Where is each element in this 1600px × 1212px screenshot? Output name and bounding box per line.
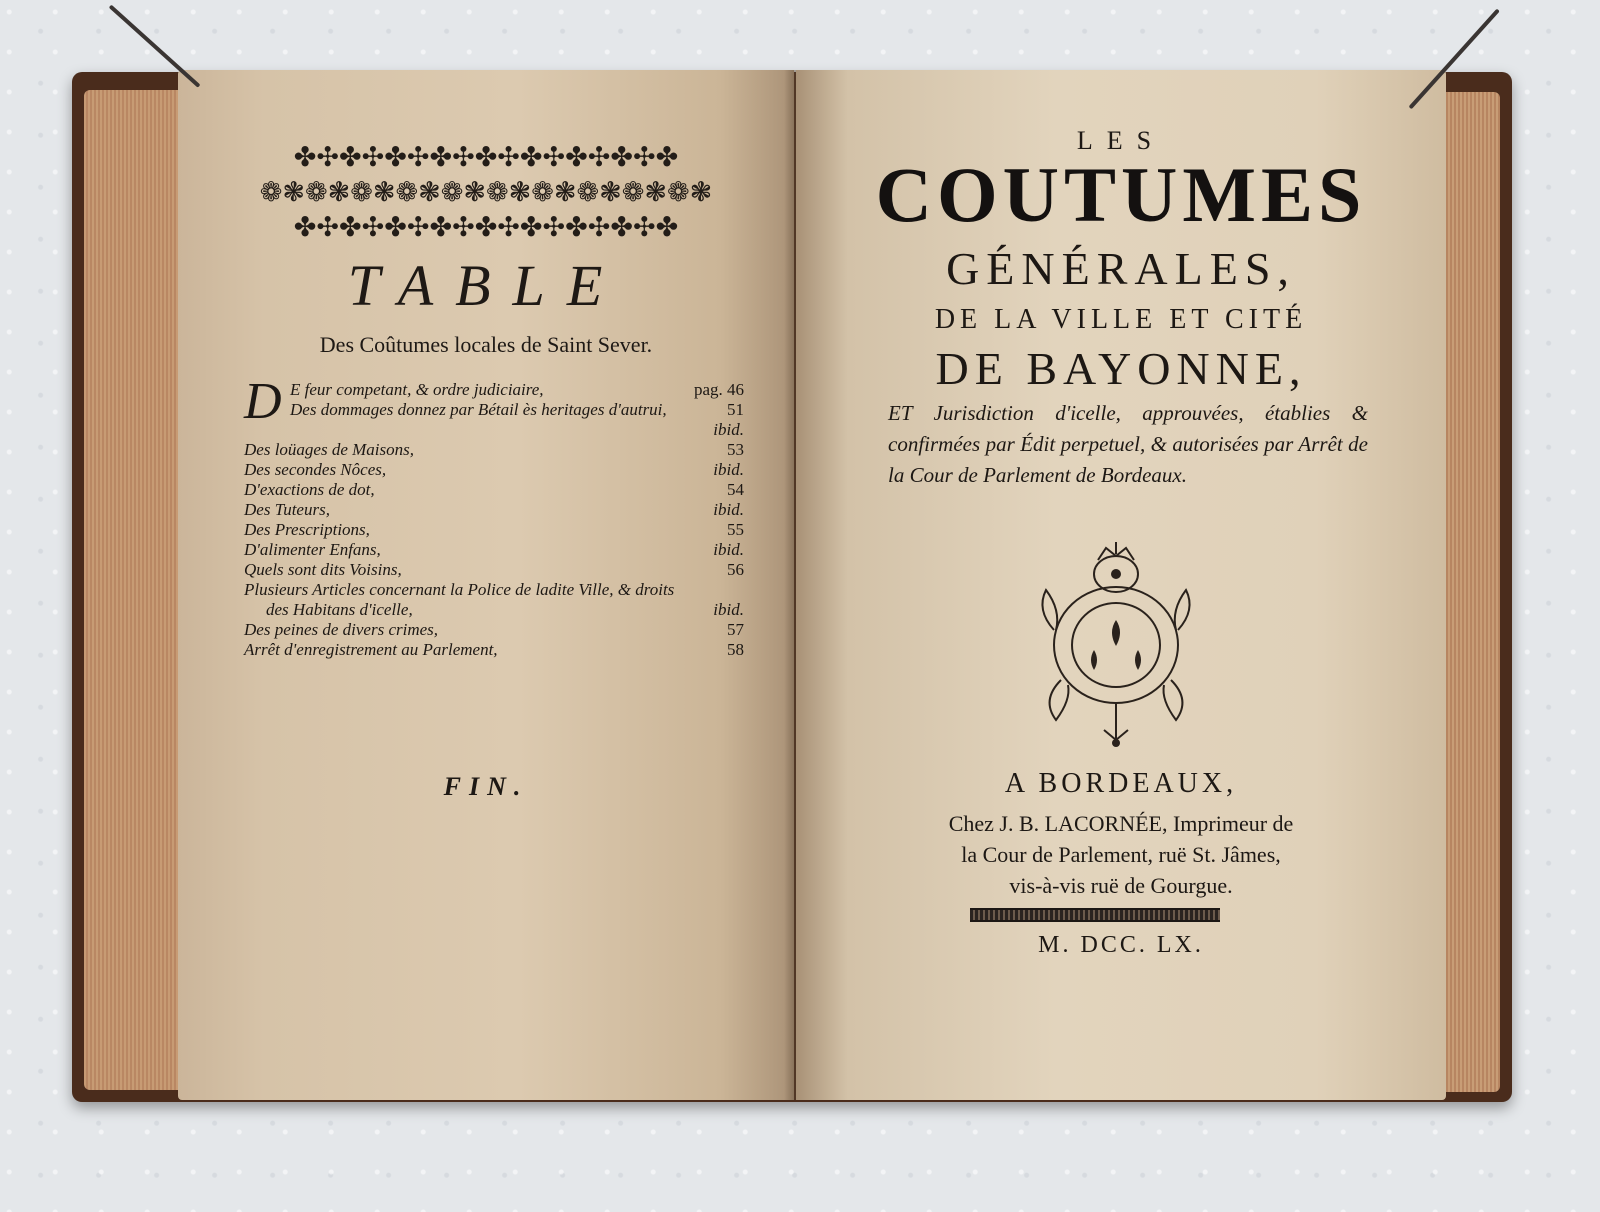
imprint-line: la Cour de Parlement, ruë St. Jâmes, bbox=[961, 842, 1281, 867]
toc-entry-text: Des secondes Nôces, bbox=[244, 460, 387, 479]
toc-entry bbox=[244, 420, 744, 440]
toc-entry-text: Plusieurs Articles concernant la Police de ladite Ville, & droits bbox=[244, 580, 675, 599]
toc-entry-page: 57 bbox=[727, 620, 744, 639]
toc-entry-text: Quels sont dits Voisins, bbox=[244, 560, 402, 579]
toc-entry-text: Des dommages donnez par Bétail ès heritages d'autrui, bbox=[290, 400, 667, 419]
toc-entry bbox=[244, 460, 744, 480]
toc-entry bbox=[244, 500, 744, 520]
ornament-row: ✤✣✤✣✤✣✤✣✤✣✤✣✤✣✤✣✤ bbox=[293, 212, 679, 243]
toc-entry-page: ibid. bbox=[713, 540, 744, 559]
title-description: ET Jurisdiction d'icelle, approuvées, établies & confirmées par Édit perpetuel, & autorisées par Arrêt de la Cour de Parlement de Bordeaux. bbox=[888, 401, 1368, 487]
imprint-block bbox=[836, 808, 1406, 901]
toc-entry bbox=[244, 580, 744, 600]
toc-entry-page: 54 bbox=[727, 480, 744, 499]
toc-entry-page: 58 bbox=[727, 640, 744, 659]
toc-entry-page: 55 bbox=[727, 520, 744, 539]
title-les: LES bbox=[1076, 126, 1166, 155]
toc-entry bbox=[244, 640, 744, 660]
left-page bbox=[178, 70, 794, 1100]
toc-entry bbox=[244, 380, 744, 400]
toc-entry-text: Des Prescriptions, bbox=[244, 520, 370, 539]
toc-entry bbox=[244, 540, 744, 560]
toc-entry-text: E feur competant, & ordre judiciaire, bbox=[290, 380, 544, 399]
table-of-contents bbox=[244, 373, 744, 660]
table-heading: TABLE bbox=[347, 253, 625, 318]
toc-entry-text: Arrêt d'enregistrement au Parlement, bbox=[244, 640, 498, 659]
title-coutumes: COUTUMES bbox=[875, 151, 1367, 238]
table-subheading: Des Coûtumes locales de Saint Sever. bbox=[319, 332, 653, 357]
imprint-line: Chez J. B. LACORNÉE, Imprimeur de bbox=[948, 811, 1294, 836]
toc-entry-text: des Habitans d'icelle, bbox=[266, 600, 413, 619]
toc-entry bbox=[244, 560, 744, 580]
fleuron-ornament-band bbox=[238, 140, 734, 250]
coat-of-arms-icon bbox=[1016, 540, 1216, 750]
toc-entry-text: D'alimenter Enfans, bbox=[244, 540, 381, 559]
toc-entry bbox=[244, 620, 744, 640]
drop-cap: D bbox=[244, 373, 282, 430]
toc-entry-page: ibid. bbox=[713, 420, 744, 439]
toc-entry bbox=[244, 440, 744, 460]
toc-entry-page: 53 bbox=[727, 440, 744, 459]
imprint-place: A BORDEAUX, bbox=[1004, 768, 1238, 799]
imprint-line: vis-à-vis ruë de Gourgue. bbox=[1009, 873, 1233, 898]
toc-entry-page: pag. 46 bbox=[693, 380, 744, 399]
title-ville-et-cite: DE LA VILLE ET CITÉ bbox=[934, 304, 1308, 335]
toc-entry-text: Des Tuteurs, bbox=[244, 500, 330, 519]
toc-entry-page: 51 bbox=[727, 400, 744, 419]
toc-entry bbox=[244, 520, 744, 540]
toc-entry-text: Des loüages de Maisons, bbox=[244, 440, 414, 459]
toc-entry-page: ibid. bbox=[713, 500, 744, 519]
right-page bbox=[796, 70, 1446, 1100]
toc-entry bbox=[244, 480, 744, 500]
publication-date: M. DCC. LX. bbox=[1038, 932, 1204, 958]
ornamental-rule bbox=[970, 908, 1220, 922]
toc-entry-text: D'exactions de dot, bbox=[244, 480, 375, 499]
ornament-row: ✤✣✤✣✤✣✤✣✤✣✤✣✤✣✤✣✤ bbox=[293, 142, 679, 173]
toc-entry-page: ibid. bbox=[713, 600, 744, 619]
title-generales: GÉNÉRALES, bbox=[946, 243, 1296, 294]
toc-entry bbox=[244, 400, 744, 420]
title-de-bayonne: DE BAYONNE, bbox=[935, 343, 1307, 394]
ornament-row: ❁❃❁❃❁❃❁❃❁❃❁❃❁❃❁❃❁❃❁❃ bbox=[259, 177, 713, 208]
toc-entry-page: 56 bbox=[727, 560, 744, 579]
toc-entry-text: Des peines de divers crimes, bbox=[244, 620, 439, 639]
toc-entry bbox=[244, 600, 744, 620]
toc-entry-page: ibid. bbox=[713, 460, 744, 479]
fin-marker: FIN. bbox=[443, 772, 529, 801]
